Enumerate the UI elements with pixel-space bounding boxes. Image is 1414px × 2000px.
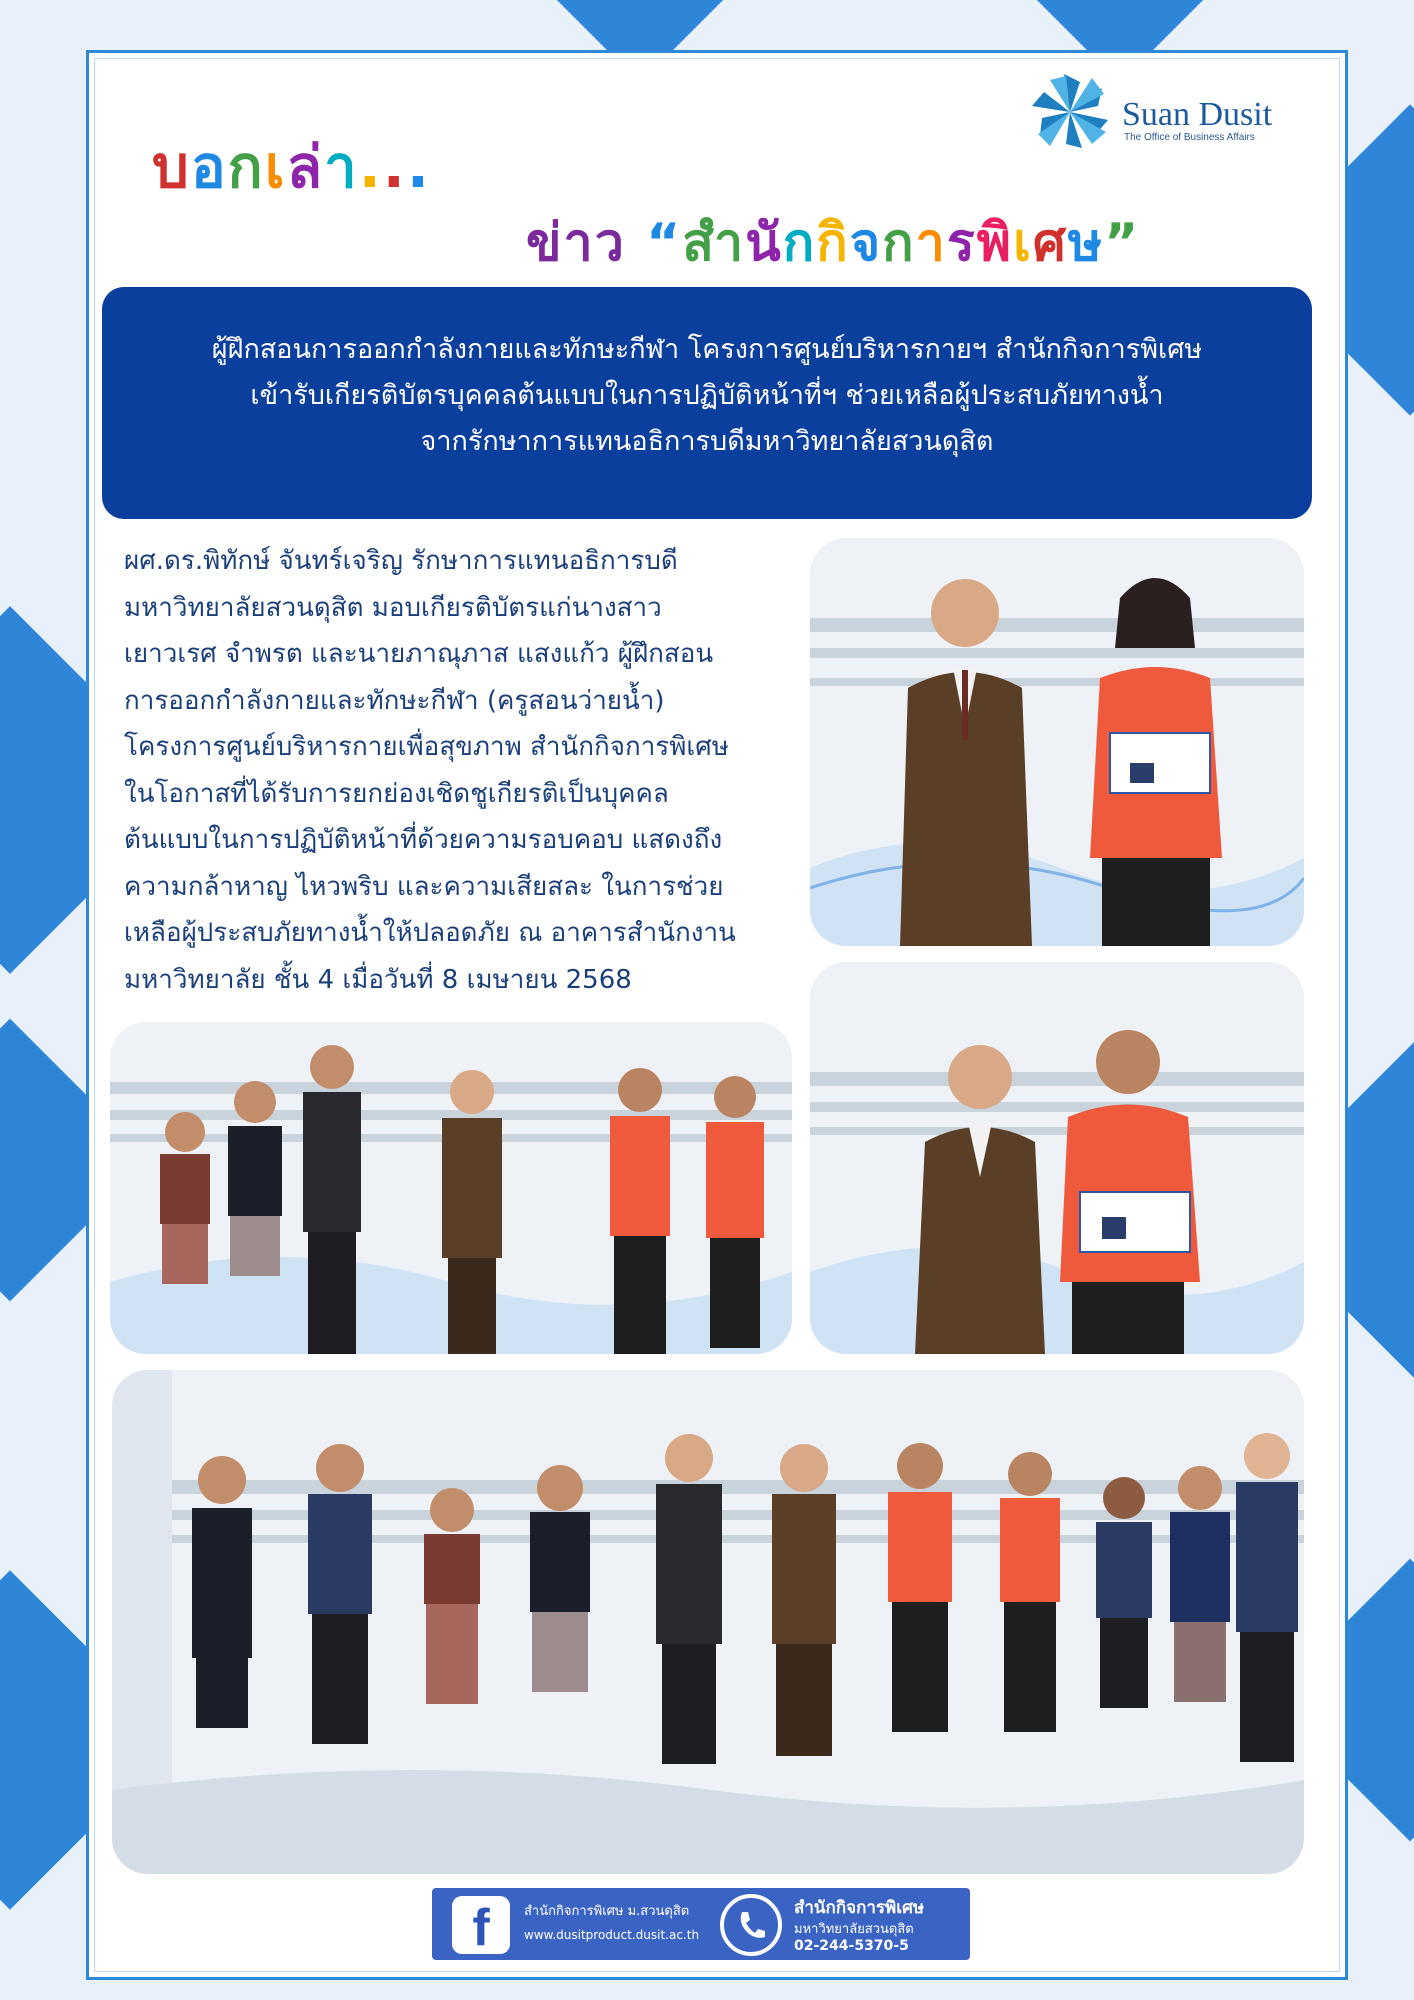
facebook-icon[interactable]: f: [452, 1896, 510, 1954]
body-line: มหาวิทยาลัยสวนดุสิต มอบเกียรติบัตรแก่นางสาว: [124, 592, 662, 623]
university-name: มหาวิทยาลัยสวนดุสิต: [794, 1922, 914, 1937]
phone-icon: [720, 1894, 782, 1956]
photo-group-lineup: [112, 1370, 1304, 1874]
body-line: มหาวิทยาลัย ชั้น 4 เมื่อวันที่ 8 เมษายน 2568: [124, 964, 632, 995]
news-body: [124, 538, 804, 1003]
rainbow-title-line1: [152, 120, 431, 213]
photo-group-conversation: [110, 1022, 792, 1354]
body-line: การออกกำลังกายและทักษะกีฬา (ครูสอนว่ายน้ำ): [124, 685, 665, 716]
body-line: ต้นแบบในการปฏิบัติหน้าที่ด้วยความรอบคอบ แสดงถึง: [124, 825, 723, 855]
body-line: ในโอกาสที่ได้รับการยกย่องเชิดชูเกียรติเป็นบุคคล: [124, 778, 669, 809]
body-line: ความกล้าหาญ ไหวพริบ และความเสียสละ ในการช่วย: [124, 871, 724, 902]
headline-banner: [102, 287, 1312, 519]
photo-award-woman: [810, 538, 1304, 946]
phone-number[interactable]: 02-244-5370-5: [794, 1938, 909, 1954]
body-line: เยาวเรศ จำพรต และนายภาณุภาส แสงแก้ว ผู้ฝึกสอน: [124, 639, 714, 669]
headline-line: จากรักษาการแทนอธิการบดีมหาวิทยาลัยสวนดุสิต: [420, 426, 994, 457]
title-line2-prefix: ข่าว: [526, 213, 647, 273]
facebook-page-name[interactable]: สำนักกิจการพิเศษ ม.สวนดุสิต: [524, 1904, 690, 1919]
photo-award-man: [810, 962, 1304, 1354]
title-line1-text: บอกเลา...: [152, 133, 431, 201]
logo-subtitle: The Office of Business Affairs: [1124, 132, 1255, 143]
headline-line: ผู้ฝึกสอนการออกกำลังกายและทักษะกีฬา โครงการศูนย์บริหารกายฯ สำนักกิจการพิเศษ: [211, 334, 1203, 365]
headline-line: เข้ารับเกียรติบัตรบุคคลต้นแบบในการปฏิบัติหน้าที่ฯ ช่วยเหลือผู้ประสบภัยทางน้ำ: [250, 380, 1164, 411]
rainbow-title-line2: [526, 200, 1140, 283]
website-url[interactable]: www.dusitproduct.dusit.ac.th: [524, 1928, 700, 1942]
body-line: โครงการศูนย์บริหารกายเพื่อสุขภาพ สำนักกิจการพิเศษ: [124, 732, 729, 762]
logo-name: Suan Dusit: [1122, 96, 1273, 133]
body-line: เหลือผู้ประสบภัยทางน้ำให้ปลอดภัย ณ อาคารสำนักงาน: [124, 918, 736, 948]
body-line: ผศ.ดร.พิทักษ์ จันทร์เจริญ รักษาการแทนอธิการบดี: [124, 546, 678, 576]
title-line2-quote: “สนกกจการพเศษ”: [646, 213, 1141, 273]
office-name: สำนักกิจการพิเศษ: [794, 1898, 925, 1918]
